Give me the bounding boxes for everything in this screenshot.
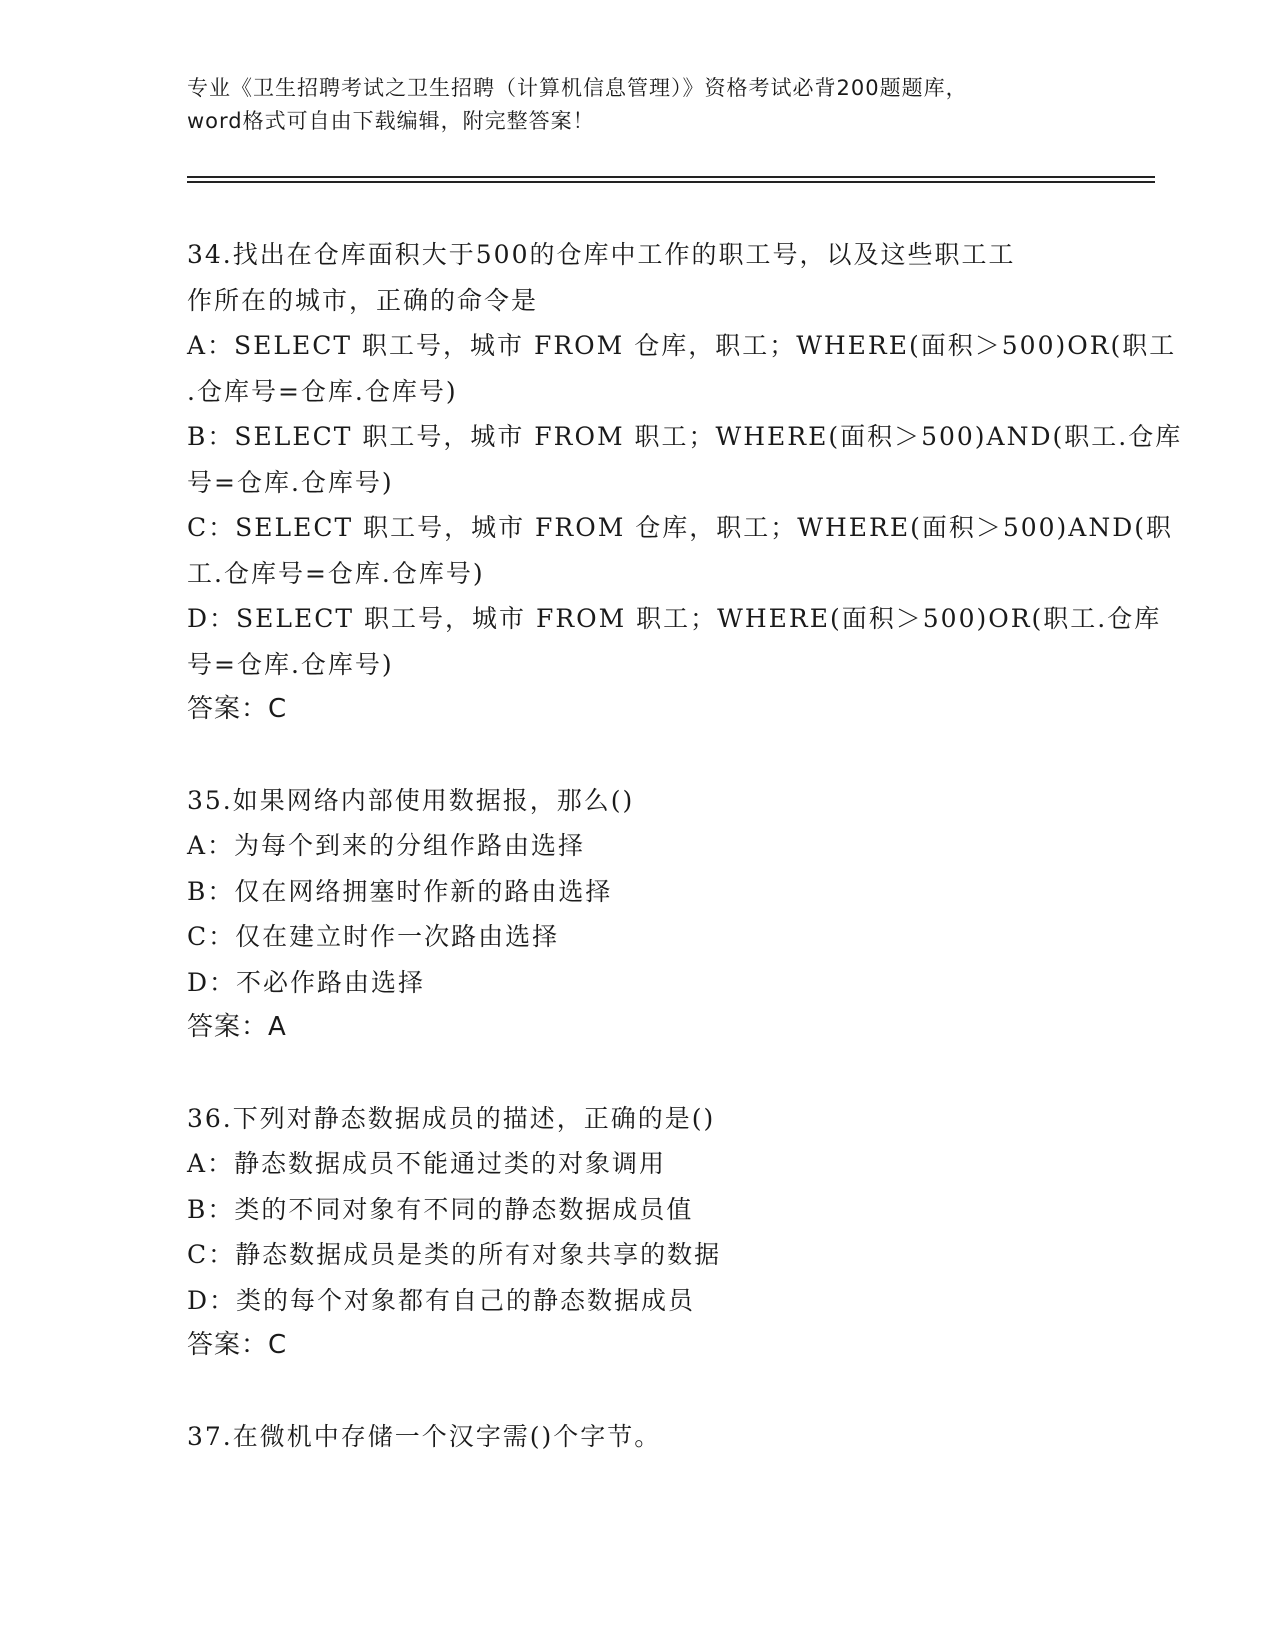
option-c: 工.仓库号=仓库.仓库号) bbox=[187, 558, 485, 588]
answer-label: 答案：A bbox=[187, 1012, 287, 1042]
option-b: B：SELECT 职工号，城市 FROM 职工；WHERE(面积＞500)AND(职工.仓库 bbox=[187, 422, 1183, 451]
option-a: .仓库号=仓库.仓库号) bbox=[187, 376, 458, 406]
header-divider-bottom bbox=[187, 181, 1155, 183]
option-d: 号=仓库.仓库号) bbox=[187, 649, 394, 679]
answer-label: 答案：C bbox=[187, 1330, 288, 1360]
question-stem: 35.如果网络内部使用数据报，那么() bbox=[187, 785, 635, 815]
question-34 bbox=[187, 232, 1183, 733]
question-stem: 作所在的城市，正确的命令是 bbox=[187, 285, 539, 315]
question-stem: 36.下列对静态数据成员的描述，正确的是() bbox=[187, 1103, 716, 1133]
question-list bbox=[187, 232, 1183, 1459]
header-title-line-2: word格式可自由下载编辑，附完整答案！ bbox=[187, 109, 595, 133]
question-36 bbox=[187, 1096, 1087, 1369]
option-a: A：SELECT 职工号，城市 FROM 仓库，职工；WHERE(面积＞500)OR(职工 bbox=[187, 331, 1177, 360]
option-d: D：不必作路由选择 bbox=[187, 967, 426, 997]
document-header bbox=[187, 72, 1087, 138]
question-37 bbox=[187, 1414, 1087, 1460]
answer-label: 答案：C bbox=[187, 694, 288, 724]
question-stem: 34.找出在仓库面积大于500的仓库中工作的职工号，以及这些职工工 bbox=[187, 240, 1016, 269]
option-b: B：仅在网络拥塞时作新的路由选择 bbox=[187, 876, 613, 906]
question-stem: 37.在微机中存储一个汉字需()个字节。 bbox=[187, 1421, 662, 1451]
option-d: D：SELECT 职工号，城市 FROM 职工；WHERE(面积＞500)OR(职工.仓库 bbox=[187, 604, 1162, 633]
option-c: C：静态数据成员是类的所有对象共享的数据 bbox=[187, 1240, 722, 1269]
header-title-line-1: 专业《卫生招聘考试之卫生招聘（计算机信息管理）》资格考试必背200题题库， bbox=[187, 76, 968, 100]
option-b: B：类的不同对象有不同的静态数据成员值 bbox=[187, 1194, 694, 1224]
header-divider-top bbox=[187, 176, 1155, 178]
option-c: C：仅在建立时作一次路由选择 bbox=[187, 922, 560, 951]
option-c: C：SELECT 职工号，城市 FROM 仓库，职工；WHERE(面积＞500)AND(职 bbox=[187, 513, 1174, 542]
option-a: A：静态数据成员不能通过类的对象调用 bbox=[187, 1149, 667, 1178]
option-d: D：类的每个对象都有自己的静态数据成员 bbox=[187, 1285, 696, 1315]
question-35 bbox=[187, 778, 1087, 1051]
option-b: 号=仓库.仓库号) bbox=[187, 467, 394, 497]
option-a: A：为每个到来的分组作路由选择 bbox=[187, 831, 586, 860]
